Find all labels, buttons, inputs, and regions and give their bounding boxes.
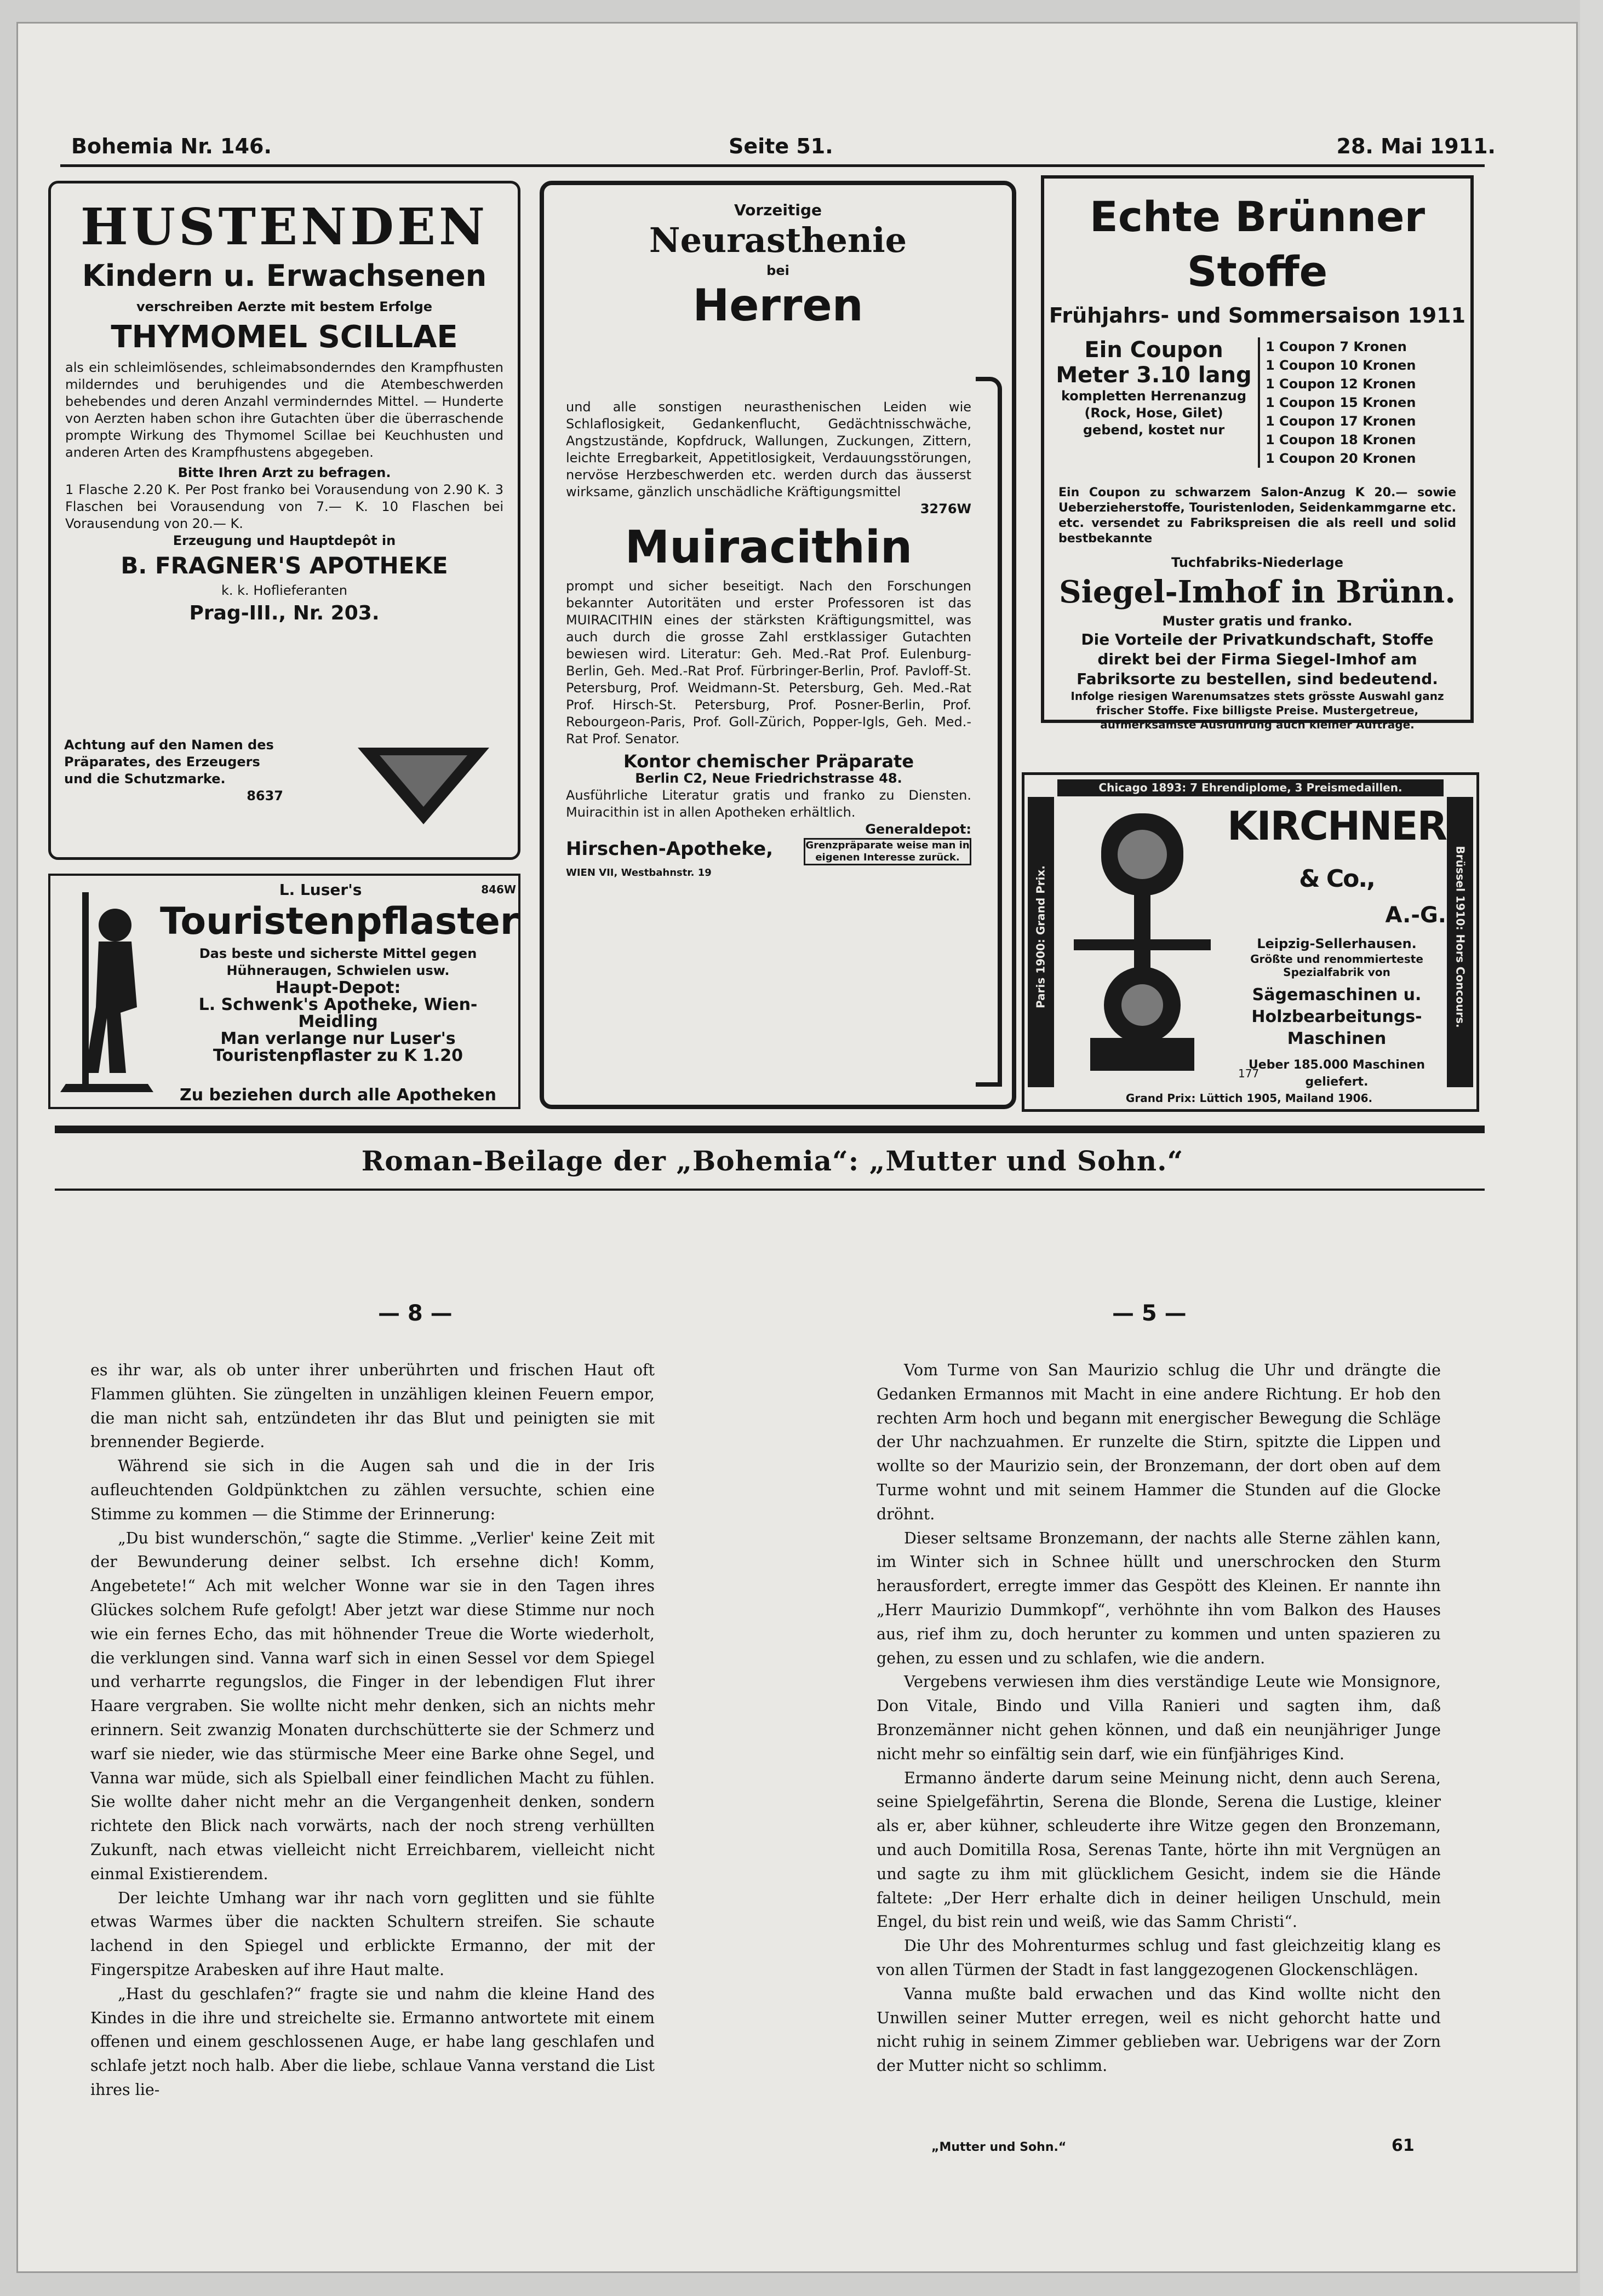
ad-husten-depot: Erzeugung und Hauptdepôt in xyxy=(173,533,396,548)
coupon-item: 1 Coupon 17 Kronen xyxy=(1266,414,1416,429)
ad-luser-depot-addr: L. Schwenk's Apotheke, Wien-Meidling xyxy=(198,995,478,1031)
ad-neur-kontor: Kontor chemischer Präparate xyxy=(623,751,914,772)
page-header xyxy=(71,134,1496,162)
roman-header: Roman-Beilage der „Bohemia“: „Mutter und Sohn.“ xyxy=(361,1145,1184,1177)
ad-neur-stamp: Grenzpräparate weise man in eigenen Interesse zurück. xyxy=(804,838,971,865)
scan-edge xyxy=(1580,0,1603,2296)
coupon-item: 1 Coupon 12 Kronen xyxy=(1266,376,1416,392)
ad-kirchner-amp: & Co., xyxy=(1299,865,1375,893)
paragraph: Ermanno änderte darum seine Meinung nicht, denn auch Serena, seine Spielgefährtin, Serena die Blonde, Serena die Lustige, kleiner als er, aber kühner, schleuderte ihre Witze gegen den Bronzemann, und auch Domitilla Rosa, Serenas Tante, hörte ihn mit Vergnügen an und sagte zu ihm mit glücklichem Gesicht, indem sie die Hände faltete: „Der Herr erhalte dich in deiner heiligen Unschuld, mein Engel, du bist rein und weiß, wie das Samm Christi“. xyxy=(877,1769,1441,1931)
paragraph: es ihr war, als ob unter ihrer unberührten und frischen Haut oft Flammen glühten. Sie züngelten in unzähligen kleinen Feuern empor, die man nicht sah, entzündeten ihr das Blut und peinigten sie mit brennender Begierde. xyxy=(90,1361,655,1451)
hiker-icon xyxy=(55,887,159,1097)
ad-kirchner-brand: KIRCHNER xyxy=(1227,803,1447,849)
ad-kirchner-left-vert: Paris 1900: Grand Prix. xyxy=(1034,865,1047,1008)
ad-kirchner-city: Leipzig-Sellerhausen. xyxy=(1257,936,1417,951)
ad-neur-code: 3276W xyxy=(920,501,971,516)
paragraph: Vergebens verwiesen ihm dies verständige Leute wie Monsignore, Don Vitale, Bindo und Villa Ranieri und sagten ihm, daß Bronzemänner nicht gehen können, und daß ein neunjähriger Junge nicht mehr so einfältig sein darf, wie ein fünfjähriges Kind. xyxy=(877,1673,1441,1763)
ad-stoffe-season: Frühjahrs- und Sommersaison 1911 xyxy=(1049,303,1466,328)
ad-neur-apotheke-addr: WIEN VII, Westbahnstr. 19 xyxy=(566,867,712,879)
ad-husten-pharmacy: B. FRAGNER'S APOTHEKE xyxy=(121,552,448,579)
trademark-icon xyxy=(358,748,489,826)
ad-stoffe-coupons xyxy=(1258,337,1468,468)
ad-stoffe-extra: Ein Coupon zu schwarzem Salon-Anzug K 20.— sowie Ueberzieherstoffe, Touristenloden, Seidenkammgarne etc. etc. versendet zu Fabrikspreisen die als reell und solid bestbekannte xyxy=(1058,486,1456,546)
ad-husten-subtitle: Kindern u. Erwachsenen xyxy=(82,259,487,293)
ad-husten-ask: Bitte Ihren Arzt zu befragen. xyxy=(178,465,391,480)
header-right: 28. Mai 1911. xyxy=(1336,134,1496,158)
ad-kirchner-right-vert: Brüssel 1910: Hors Concours. xyxy=(1453,846,1467,1028)
coupon-item: 1 Coupon 7 Kronen xyxy=(1266,339,1407,354)
paragraph: Vanna mußte bald erwachen und das Kind wollte nicht den Unwillen seiner Mutter erregen, weil es nicht gehorcht hatte und nicht ruhig in seinem Zimmer geblieben war. Uebrigens war der Zorn der Mutter nicht so schlimm. xyxy=(877,1984,1441,2075)
ad-husten-code: 8637 xyxy=(247,788,283,803)
ad-kirchner-sold: Ueber 185.000 Maschinen geliefert. xyxy=(1248,1058,1425,1089)
ads-bottom-rule xyxy=(55,1126,1485,1133)
header-left: Bohemia Nr. 146. xyxy=(71,134,272,158)
ad-husten-attention: Achtung auf den Namen des Präparates, des Erzeugers und die Schutzmarke. xyxy=(64,737,274,787)
paragraph: Der leichte Umhang war ihr nach vorn geglitten und sie fühlte etwas Warmes über die nackten Schultern streifen. Sie schaute lachend in den Spiegel und erblickte Ermanno, der mit der Fingerspitze Arabesken auf ihre Haut malte. xyxy=(90,1889,655,1979)
ad-luser-line1: Das beste und sicherste Mittel gegen Hühneraugen, Schwielen usw. xyxy=(199,946,477,978)
ad-kirchner-product: Sägemaschinen u. Holzbearbeitungs-Maschinen xyxy=(1251,985,1422,1048)
ad-neur-title1: Neurasthenie xyxy=(649,220,907,260)
header-center: Seite 51. xyxy=(729,134,833,158)
ad-stoffe xyxy=(1041,175,1474,731)
ad-husten-body: als ein schleimlösendes, schleimabsonderndes den Krampfhusten milderndes und beruhigendes und die Atembeschwerden behebendes und deren Anzahl verminderndes Mittel. — Hunderte von Aerzten haben schon ihre Gutachten über die überraschende prompte Wirkung des Thymomel Scillae bei Keuchhusten und anderen Arten des Krampfhustens abgegeben. xyxy=(65,360,503,460)
ad-neur-body3: Ausführliche Literatur gratis und franko zu Diensten. Muiracithin ist in allen Apotheken erhältlich. xyxy=(566,788,971,820)
ad-luser-depot: Haupt-Depot: xyxy=(275,978,401,997)
left-column xyxy=(90,1358,655,2102)
ad-neur-frame xyxy=(976,377,1002,1087)
ad-neur-kontor-addr: Berlin C2, Neue Friedrichstrasse 48. xyxy=(635,771,902,786)
ad-neur-product: Muiracithin xyxy=(625,521,913,573)
ad-stoffe-advantage: Die Vorteile der Privatkundschaft, Stoffe direkt bei der Firma Siegel-Imhof am Fabriksorte zu bestellen, sind bedeutend. xyxy=(1077,630,1438,688)
ad-luser-brand: L. Luser's xyxy=(279,881,362,899)
ad-kirchner-top: Chicago 1893: 7 Ehrendiplome, 3 Preismedaillen. xyxy=(1057,779,1444,796)
ad-kirchner xyxy=(1022,772,1479,1112)
ad-neur-body1: und alle sonstigen neurasthenischen Leiden wie Schlaflosigkeit, Gedankenflucht, Gedächtnisschwäche, Angstzustände, Kopfdruck, Wallungen, Zuckungen, Zittern, leichte Erregbarkeit, Appetitlosigkeit, Verdauungsstörungen, nervöse Herzbeschwerden etc. werden durch das äusserst wirksame, gänzlich unschädliche Kräftigungsmittel xyxy=(566,399,971,500)
ad-stoffe-coupon-desc: kompletten Herrenanzug (Rock, Hose, Gilet) gebend, kostet nur xyxy=(1061,388,1247,438)
footer-right: 61 xyxy=(1392,2136,1415,2155)
ad-stoffe-samples: Muster gratis und franko. xyxy=(1162,613,1353,629)
ad-stoffe-company: Siegel-Imhof in Brünn. xyxy=(1059,574,1456,610)
ad-neurasthenie xyxy=(540,181,1016,1109)
ad-kirchner-num: 177 xyxy=(1238,1067,1260,1080)
footer-left: „Mutter und Sohn.“ xyxy=(931,2140,1067,2154)
ad-stoffe-niederlage: Tuchfabriks-Niederlage xyxy=(1171,555,1343,570)
paragraph: Die Uhr des Mohrenturmes schlug und fast gleichzeitig klang es von allen Türmen der Stadt in fast langgezogenen Glockenschlägen. xyxy=(877,1937,1441,1979)
paragraph: „Du bist wunderschön,“ sagte die Stimme. „Verlier' keine Zeit mit der Bewunderung deiner selbst. Ich ersehne dich! Komm, Angebetete!“ Ach mit welcher Wonne war sie in den Tagen ihres Glückes solchem Rufe gefolgt! Aber jetzt war diese Stimme nur noch wie ein fernes Echo, das mit höhnender Treue die Worte wiederholt, die verklungen sind. Vanna warf sich in einen Sessel vor dem Spiegel und verharrte regungslos, die Finger in der lebendigen Flut ihrer Haare vergraben. Sie wollte nicht mehr denken, sich an nichts mehr erinnern. Seit zwanzig Monaten durchschütterte sie der Schmerz und warf sie nieder, wie das stürmische Meer eine Barke ohne Segel, und Vanna war müde, sich als Spielball einer feindlichen Macht zu fühlen. Sie wollte daher nicht mehr an die Vergangenheit denken, sondern richtete den Blick nach vorwärts, nach der noch streng verhüllten Zukunft, nach etwas vielleicht nicht Erreichbarem, vielleicht nicht einmal Existierendem. xyxy=(90,1529,655,1883)
header-rule xyxy=(60,164,1485,167)
coupon-item: 1 Coupon 20 Kronen xyxy=(1266,451,1416,466)
ad-neur-pre: Vorzeitige xyxy=(734,201,822,219)
paragraph: Dieser seltsame Bronzemann, der nachts alle Sterne zählen kann, im Winter sich in Schnee hüllt und unerschrocken den Sturm herausfordert, erregte immer das Gespött des Kleinen. Er nannte ihn „Herr Maurizio Dummkopf“, verhöhnte ihn vom Balkon des Hauses aus, rief ihm zu, doch herunter zu kommen und unten spazieren zu gehen, zu essen und zu schlafen, wie die andern. xyxy=(877,1529,1441,1667)
ad-neur-title2: bei xyxy=(766,263,789,278)
coupon-item: 1 Coupon 10 Kronen xyxy=(1266,358,1416,373)
paragraph: „Hast du geschlafen?“ fragte sie und nahm die kleine Hand des Kindes in die ihre und streichelte sie. Ermanno antwortete mit einem offenen und einem geschlossenen Auge, er habe lang geschlafen und schlafe jetzt noch halb. Aber die liebe, schlaue Vanna verstand die List ihres lie- xyxy=(90,1984,655,2099)
ad-husten-line1: verschreiben Aerzte mit bestem Erfolge xyxy=(136,299,433,314)
right-page-number: — 5 — xyxy=(1112,1301,1187,1326)
ad-kirchner-ag: A.-G. xyxy=(1385,903,1446,928)
paragraph: Vom Turme von San Maurizio schlug die Uhr und drängte die Gedanken Ermannos mit Macht in eine andere Richtung. Er hob den rechten Arm hoch und begann mit energischer Bewegung die Schläge der Uhr nachzuahmen. Er runzelte die Stirn, spitzte die Lippen und wollte so der Maurizio sein, der Bronzemann, der dort oben auf dem Turme wohnt und mit seinem Hammer die Stunden auf die Glocke dröhnt. xyxy=(877,1361,1441,1523)
ad-luser xyxy=(48,874,520,1109)
ad-husten xyxy=(48,181,520,860)
paragraph: Während sie sich in die Augen sah und die in der Iris aufleuchtenden Goldpünktchen zu zählen versuchte, schien eine Stimme zu kommen — die Stimme der Erinnerung: xyxy=(90,1457,655,1523)
ad-stoffe-title: Echte Brünner Stoffe xyxy=(1089,192,1425,296)
coupon-item: 1 Coupon 18 Kronen xyxy=(1266,432,1416,447)
ad-neur-generaldepot: Generaldepot: xyxy=(865,822,971,837)
ad-neur-apotheke: Hirschen-Apotheke, xyxy=(566,838,774,860)
left-page-number: — 8 — xyxy=(378,1301,453,1326)
ad-stoffe-foot: Infolge riesigen Warenumsatzes stets grösste Auswahl ganz frischer Stoffe. Fixe billigste Preise. Mustergetreue, aufmerksamste Ausführung auch kleiner Aufträge. xyxy=(1070,690,1444,731)
ad-luser-code: 846W xyxy=(481,883,516,896)
ad-luser-footer: Zu beziehen durch alle Apotheken xyxy=(180,1086,496,1105)
ad-kirchner-desc: Größte und renommierteste Spezialfabrik von xyxy=(1250,952,1423,979)
ad-husten-product: THYMOMEL SCILLAE xyxy=(111,319,458,355)
ad-husten-supplier: k. k. Hoflieferanten xyxy=(221,583,347,598)
roman-rule xyxy=(55,1189,1485,1191)
ad-husten-title: HUSTENDEN xyxy=(80,197,489,256)
ad-neur-title3: Herren xyxy=(692,280,863,331)
coupon-item: 1 Coupon 15 Kronen xyxy=(1266,395,1416,410)
bandsaw-icon xyxy=(1068,808,1216,1084)
ad-husten-address: Prag-III., Nr. 203. xyxy=(189,602,380,624)
right-column xyxy=(877,1358,1441,2078)
ad-neur-body2: prompt und sicher beseitigt. Nach den Forschungen bekannter Autoritäten und erster Professoren ist das MUIRACITHIN eines der stärksten Kräftigungsmittel, was auch durch die grosse Zahl erstklassiger Gutachten bewiesen wird. Literatur: Geh. Med.-Rat Prof. Eulenburg-Berlin, Geh. Med.-Rat Prof. Fürbringer-Berlin, Prof. Pavloff-St. Petersburg, Prof. Weidmann-St. Petersburg, Geh. Med.-Rat Prof. Hirsch-St. Petersburg, Prof. Posner-Berlin, Prof. Rebourgeon-Paris, Prof. Goll-Zürich, Popper-Igls, Geh. Med.-Rat Prof. Senator. xyxy=(566,578,971,747)
ad-kirchner-bottom: Grand Prix: Lüttich 1905, Mailand 1906. xyxy=(1125,1092,1373,1105)
ad-luser-warn: Man verlange nur Luser's Touristenpflaster zu K 1.20 xyxy=(213,1029,463,1065)
ad-stoffe-coupon-main: Ein Coupon Meter 3.10 lang xyxy=(1056,337,1252,388)
ad-luser-title: Touristenpflaster xyxy=(160,900,519,943)
ad-husten-prices: 1 Flasche 2.20 K. Per Post franko bei Vorausendung von 2.90 K. 3 Flaschen bei Vorausendung von 7.— K. 10 Flaschen bei Vorausendung von 20.— K. xyxy=(65,482,503,531)
